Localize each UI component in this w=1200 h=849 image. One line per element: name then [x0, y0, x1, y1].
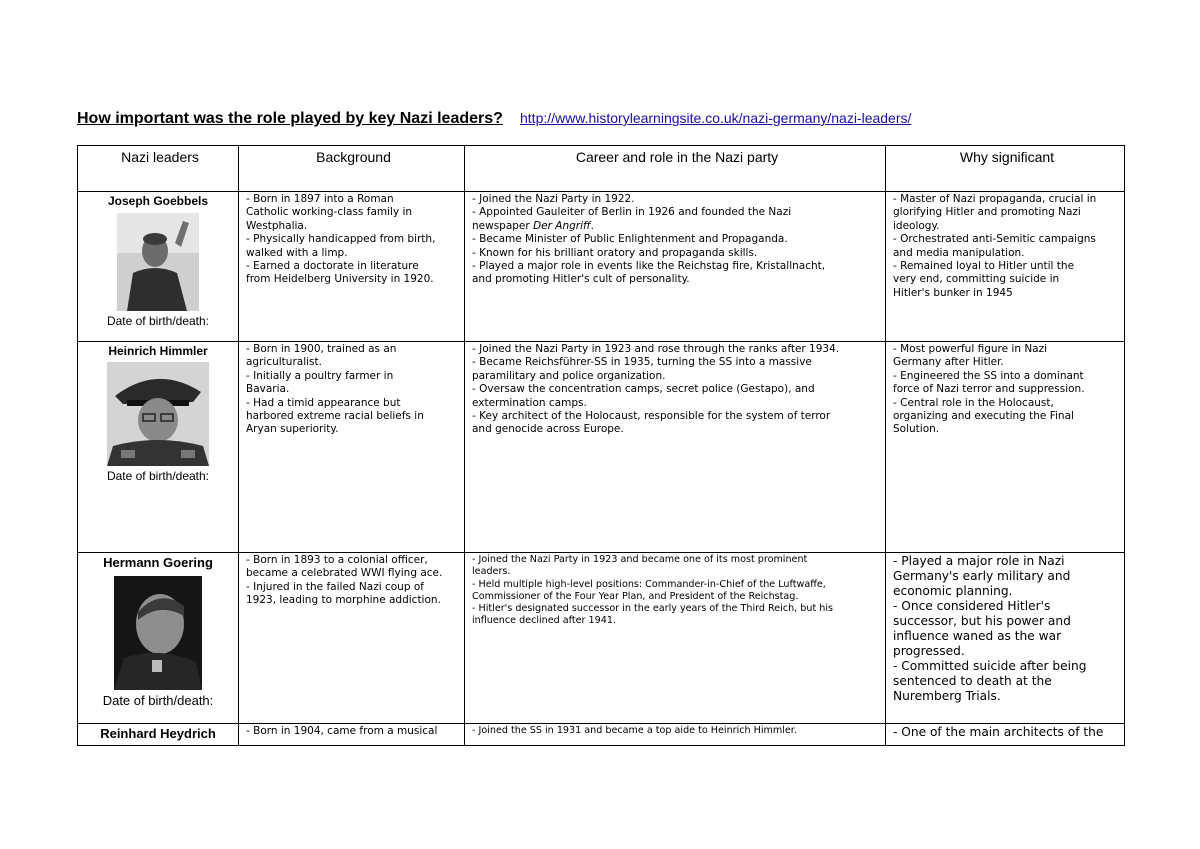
table-row: [78, 724, 1125, 746]
table-row: [78, 342, 1125, 553]
dob-label: Date of birth/death:: [106, 314, 210, 328]
significance-text: - Played a major role in Nazi Germany's early military and economic planning. - Once considered Hitler's successor, but his power and influence waned as the war progressed. - Committed suicide after being sentenced to death at the Nuremberg Trials.: [893, 554, 1087, 703]
significance-cell: [886, 724, 1125, 746]
background-cell: [239, 724, 465, 746]
background-text: - Born in 1900, trained as an agriculturalist. - Initially a poultry farmer in Bavaria. - Had a timid appearance but harbored extreme racial beliefs in Aryan superiority.: [246, 343, 424, 436]
background-text: - Born in 1897 into a Roman Catholic working-class family in Westphalia. - Physically handicapped from birth, walked with a limp. - Earned a doctorate in literature from Heidelberg University in 1920.: [246, 193, 436, 286]
career-text-part: . - Became Minister of Public Enlightenment and Propaganda. - Known for his brilliant oratory and propaganda skills. - Played a major role in events like the Reichstag fire, Kristallnacht, and promoting Hitler's cult of personality.: [472, 219, 826, 286]
source-link[interactable]: http://www.historylearningsite.co.uk/nazi-germany/nazi-leaders/: [520, 110, 912, 126]
portrait-photo-icon: [107, 362, 209, 466]
significance-cell: [886, 192, 1125, 342]
background-text: - Born in 1904, came from a musical: [246, 725, 438, 737]
background-text: - Born in 1893 to a colonial officer, became a celebrated WWI flying ace. - Injured in the failed Nazi coup of 1923, leading to morphine addiction.: [246, 554, 443, 607]
dob-label: Date of birth/death:: [106, 469, 210, 483]
leader-cell: [78, 192, 239, 342]
table-row: [78, 192, 1125, 342]
significance-cell: [886, 342, 1125, 553]
heading-line: [77, 108, 911, 128]
leader-cell: [78, 553, 239, 724]
significance-cell: [886, 553, 1125, 724]
dob-label: Date of birth/death:: [102, 693, 214, 708]
leader-cell: [78, 342, 239, 553]
col-header-leaders: Nazi leaders: [78, 146, 239, 192]
career-text: [472, 193, 882, 287]
table-row: [78, 553, 1125, 724]
career-cell: [465, 553, 886, 724]
background-cell: [239, 553, 465, 724]
career-cell: [465, 192, 886, 342]
leader-name: Hermann Goering: [103, 555, 213, 570]
leader-photo: [114, 576, 202, 690]
background-cell: [239, 342, 465, 553]
career-cell: [465, 724, 886, 746]
leader-photo: [107, 362, 209, 466]
career-text: - Joined the Nazi Party in 1923 and rose through the ranks after 1934. - Became Reichsführer-SS in 1935, turning the SS into a massive paramilitary and police organization. - Oversaw the concentration camps, secret police (Gestapo), and extermination camps. - Key architect of the Holocaust, responsible for the system of terror and genocide across Europe.: [472, 343, 840, 436]
col-header-background: Background: [239, 146, 465, 192]
leaders-table: [77, 145, 1125, 746]
leader-photo: [117, 213, 199, 311]
career-cell: [465, 342, 886, 553]
page-title: How important was the role played by key Nazi leaders?: [77, 110, 503, 127]
significance-text: - One of the main architects of the: [893, 725, 1104, 739]
leader-name: Reinhard Heydrich: [100, 726, 216, 741]
background-cell: [239, 192, 465, 342]
career-text: - Joined the SS in 1931 and became a top aide to Heinrich Himmler.: [472, 725, 797, 736]
significance-text: - Most powerful figure in Nazi Germany after Hitler. - Engineered the SS into a dominant force of Nazi terror and suppression. - Central role in the Holocaust, organizing and executing the Final Solution.: [893, 343, 1085, 436]
header-row: [78, 146, 1125, 192]
leader-name: Heinrich Himmler: [108, 344, 208, 358]
leader-cell: [78, 724, 239, 746]
portrait-photo-icon: [117, 213, 199, 311]
col-header-career: Career and role in the Nazi party: [465, 146, 886, 192]
significance-text: - Master of Nazi propaganda, crucial in glorifying Hitler and promoting Nazi ideology. - Orchestrated anti-Semitic campaigns and media manipulation. - Remained loyal to Hitler until the very end, committing suicide in Hitler's bunker in 1945: [893, 193, 1097, 299]
leader-name: Joseph Goebbels: [107, 194, 209, 208]
career-text-part: - Joined the Nazi Party in 1922. - Appointed Gauleiter of Berlin in 1926 and founded the Nazi newspaper: [472, 193, 792, 232]
career-text: - Joined the Nazi Party in 1923 and became one of its most prominent leaders. - Held multiple high-level positions: Commander-in-Chief of the Luftwaffe, Commissioner of the Four Year Plan, and President of the Reichstag. - Hitler's designated successor in the early years of the Third Reich, but his influence declined after 1941.: [472, 554, 834, 627]
newspaper-name: Der Angriff: [533, 219, 591, 232]
portrait-photo-icon: [114, 576, 202, 690]
col-header-significance: Why significant: [886, 146, 1125, 192]
